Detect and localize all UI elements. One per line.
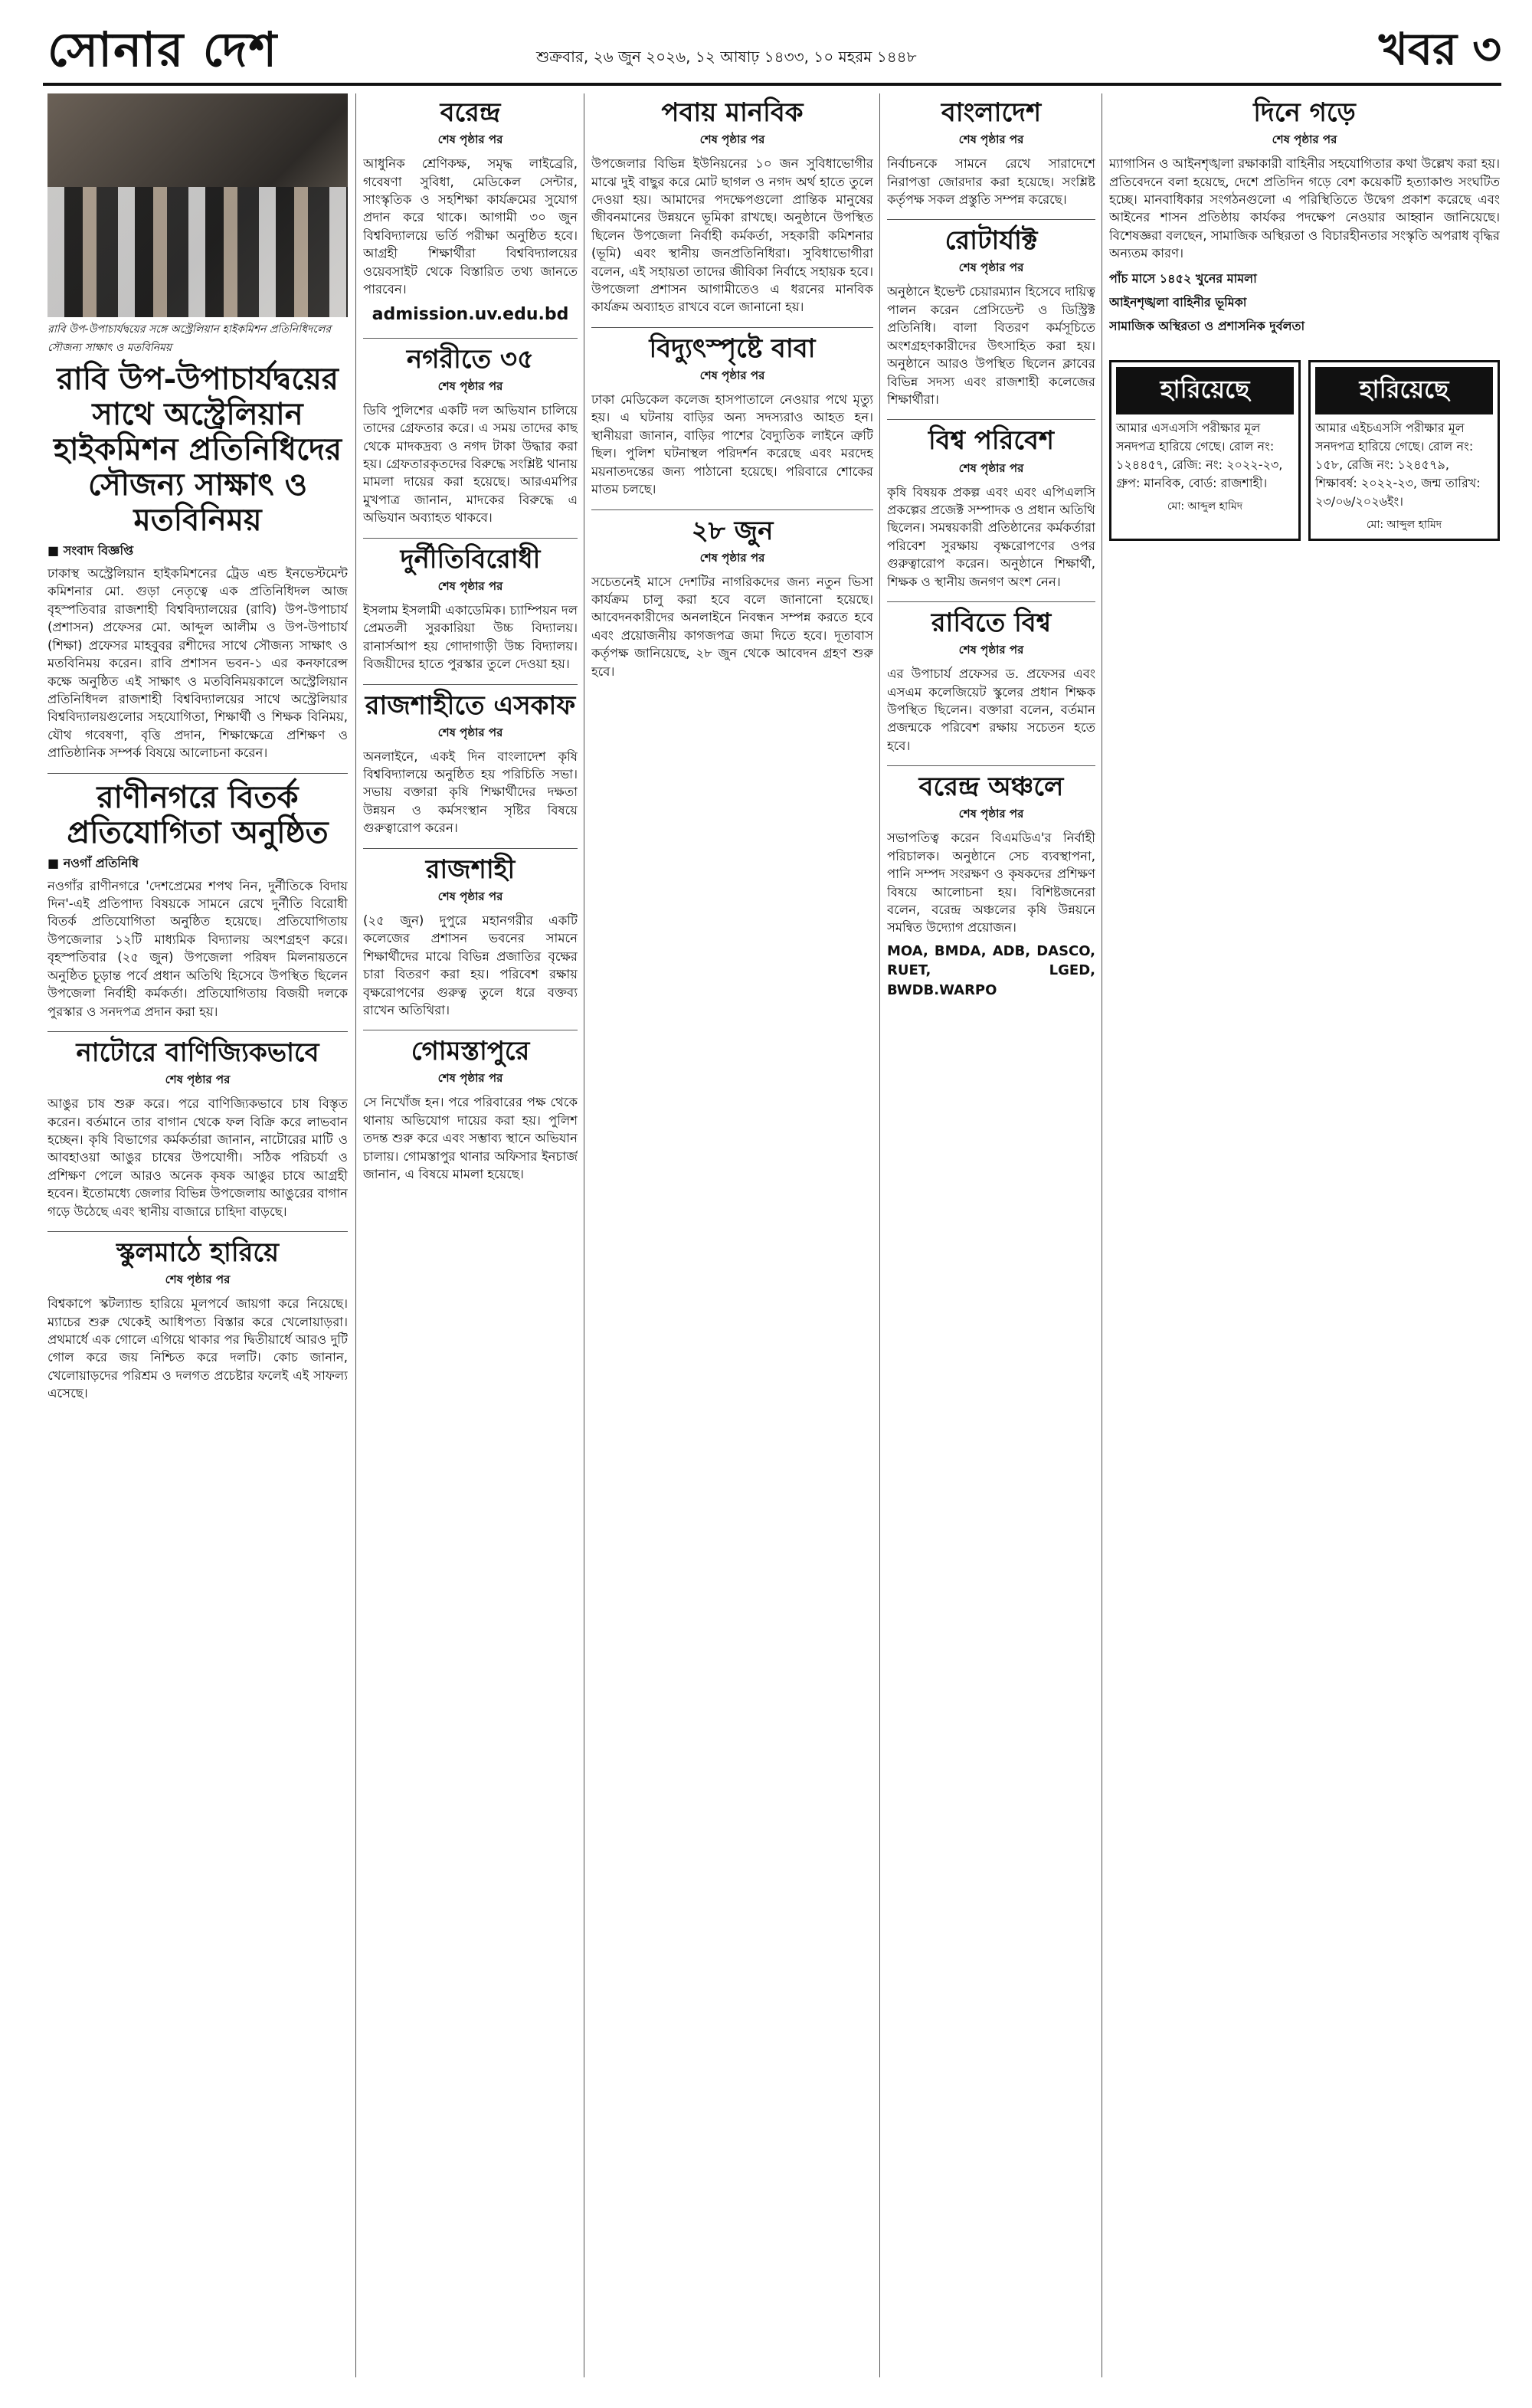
continued-label: শেষ পৃষ্ঠার পর — [699, 550, 765, 565]
continued-label: শেষ পৃষ্ঠার পর — [958, 260, 1024, 275]
continued-label: শেষ পৃষ্ঠার পর — [437, 378, 503, 393]
article — [363, 1037, 578, 1183]
notice-title: হারিয়েছে — [1315, 367, 1493, 414]
continued-label: শেষ পৃষ্ঠার পর — [699, 368, 765, 382]
article-body: বিশ্বকাপে স্কটল্যান্ড হারিয়ে মূলপর্বে জায়গা করে নিয়েছে। ম্যাচের শুরু থেকেই আধিপত্য বিস্তার করে খেলোয়াড়রা। প্রথমার্ধে এক গোলে এগিয়ে থাকার পর দ্বিতীয়ার্ধে আরও দুটি গোল করে জয় নিশ্চিত করে দলটি। কোচ জানান, খেলোয়াড়দের পরিশ্রম ও দলগত প্রচেষ্টার ফলেই এই সাফল্য এসেছে। — [47, 1296, 348, 1401]
continued-label: শেষ পৃষ্ঠার পর — [437, 725, 503, 739]
continued-label: শেষ পৃষ্ঠার পর — [958, 460, 1024, 475]
article — [47, 362, 348, 762]
article — [591, 334, 873, 499]
article-headline: বরেন্দ্র — [440, 97, 501, 128]
continued-label: শেষ পৃষ্ঠার পর — [437, 1071, 503, 1086]
article — [887, 226, 1095, 408]
article — [887, 98, 1095, 208]
article — [887, 608, 1095, 755]
article-body: সভাপতিত্ব করেন বিএমডিএ'র নির্বাহী পরিচালক। অনুষ্ঠানে সেচ ব্যবস্থাপনা, পানি সম্পদ সংরক্ষণ ও কৃষকদের প্রশিক্ষণ বিষয়ে আলোচনা হয়। বিশিষ্টজনেরা বলেন, বরেন্দ্র অঞ্চলের কৃষি উন্নয়নে সমন্বিত উদ্যোগ প্রয়োজন। — [887, 831, 1095, 935]
article-body: ইসলাম ইসলামী একাডেমিক। চ্যাম্পিয়ন দল প্রেমতলী সুরকারিয়া উচ্চ বিদ্যালয়। রানার্সআপ হয় গোদাগাড়ী উচ্চ বিদ্যালয়। বিজয়ীদের হাতে পুরস্কার তুলে দেওয়া হয়। — [363, 602, 578, 672]
admission-link[interactable]: admission.uv.edu.bd — [372, 305, 569, 325]
article-body: কৃষি বিষয়ক প্রকল্প এবং এবং এপিএলসি প্রকল্পের প্রজেক্ট সম্পাদক ও প্রধান অতিথি ছিলেন। সমন্বয়কারী প্রতিষ্ঠানের কর্মকর্তারা পরিবেশ সুরক্ষায় বৃক্ষরোপণের ওপর গুরুত্বারোপ করেন। অনুষ্ঠানে শিক্ষার্থী, শিক্ষক ও স্থানীয় জনগণ অংশ নেন। — [887, 484, 1095, 589]
article-body: (২৫ জুন) দুপুরে মহানগরীর একটি কলেজের প্রশাসন ভবনের সামনে শিক্ষার্থীদের মাঝে বিভিন্ন প্রজাতির বৃক্ষের চারা বিতরণ করা হয়। পরিবেশ রক্ষায় বৃক্ষরোপণের গুরুত্ব তুলে ধরে বক্তব্য রাখেন অতিথিরা। — [363, 912, 578, 1017]
article-body: অনুষ্ঠানে ইভেন্ট চেয়ারম্যান হিসেবে দায়িত্ব পালন করেন প্রেসিডেন্ট ও ডিস্ট্রিক্ট প্রতিনিধি। বালা বিতরণ কর্মসূচিতে অংশগ্রহণকারীদের উৎসাহিত করা হয়। অনুষ্ঠানে আরও উপস্থিত ছিলেন ক্লাবের বিভিন্ন সদস্য এবং রাজশাহী কলেজের শিক্ষার্থীরা। — [887, 284, 1095, 407]
article — [47, 1238, 348, 1403]
article-headline: ২৮ জুন — [691, 515, 774, 546]
article-headline: বরেন্দ্র অঞ্চলে — [918, 772, 1064, 803]
notice-signature: মো: আব্দুল হামিদ — [1167, 500, 1243, 513]
article-headline: পবায় মানবিক — [661, 97, 804, 128]
article-body: উপজেলার বিভিন্ন ইউনিয়নের ১০ জন সুবিধাভোগীর মাঝে দুই বাছুর করে মোট ছাগল ও নগদ অর্থ হাতে তুলে দেওয়া হয়। আমাদের পদক্ষেপগুলো প্রান্তিক মানুষের জীবনমানের উন্নয়নে ভূমিকা রাখছে। অনুষ্ঠানে উপস্থিত ছিলেন উপজেলা নির্বাহী কর্মকর্তা, সহকারী কমিশনার (ভূমি) এবং স্থানীয় জনপ্রতিনিধিরা। সুবিধাভোগীরা বলেন, এই সহায়তা তাদের জীবিকা নির্বাহে সহায়ক হবে। উপজেলা প্রশাসন আগামীতেও এ ধরনের মানবিক কার্যক্রম অব্যাহত রাখবে বলে জানানো হয়। — [591, 156, 873, 315]
article-headline: নগরীতে ৩৫ — [406, 343, 535, 375]
continued-label: শেষ পৃষ্ঠার পর — [958, 133, 1024, 147]
article-headline: রাবিতে বিশ্ব — [931, 608, 1052, 639]
article-body: সে নিখোঁজ হন। পরে পরিবারের পক্ষ থেকে থানায় অভিযোগ দায়ের করা হয়। পুলিশ তদন্ত শুরু করে এবং সম্ভাব্য স্থানে অভিযান চালায়। গোমস্তাপুর থানার অফিসার ইনচার্জ জানান, এ বিষয়ে মামলা হয়েছে। — [363, 1095, 578, 1182]
page-section-title: খবর ৩ — [1378, 23, 1501, 75]
photo-caption: রাবি উপ-উপাচার্যদ্বয়ের সঙ্গে অস্ট্রেলিয়ান হাইকমিশন প্রতিনিধিদলের সৌজন্য সাক্ষাৎ ও মতবিনিময় — [47, 323, 332, 354]
lost-notice — [1109, 360, 1301, 541]
news-photo — [47, 93, 348, 317]
article-headline: বিশ্ব পরিবেশ — [928, 425, 1055, 457]
article — [591, 516, 873, 681]
continued-label: শেষ পৃষ্ঠার পর — [437, 133, 503, 147]
article-byline: ■ নওগাঁ প্রতিনিধি — [47, 855, 139, 870]
article — [887, 772, 1095, 1000]
article-headline: রাবি উপ-উপাচার্যদ্বয়ের সাথে অস্ট্রেলিয়ান হাইকমিশন প্রতিনিধিদের সৌজন্য সাক্ষাৎ ও মতবিনিময় — [53, 361, 342, 538]
article — [1109, 98, 1500, 337]
article — [591, 98, 873, 316]
masthead-rule — [43, 83, 1501, 86]
lost-notice — [1308, 360, 1500, 541]
dateline: শুক্রবার, ২৬ জুন ২০২৬, ১২ আষাঢ় ১৪৩৩, ১০ মহরম ১৪৪৮ — [536, 48, 917, 66]
classified-notices — [1109, 352, 1500, 541]
continued-label: শেষ পৃষ্ঠার পর — [165, 1273, 231, 1287]
column-4 — [887, 93, 1095, 2377]
masthead — [0, 0, 1532, 90]
article — [887, 426, 1095, 591]
subheading: পাঁচ মাসে ১৪৫২ খুনের মামলা — [1109, 270, 1257, 286]
continued-label: শেষ পৃষ্ঠার পর — [958, 807, 1024, 821]
article-headline: দুর্নীতিবিরোধী — [400, 543, 541, 575]
article-body: এর উপাচার্য প্রফেসর ড. প্রফেসর এবং এসএম কলেজিয়েট স্কুলের প্রধান শিক্ষক উপস্থিত ছিলেন। বক্তারা বলেন, বর্তমান প্রজন্মকে পরিবেশ রক্ষায় সচেতন হতে হবে। — [887, 667, 1095, 753]
article-body: ম্যাগাসিন ও আইনশৃঙ্খলা রক্ষাকারী বাহিনীর সহযোগিতার কথা উল্লেখ করা হয়। প্রতিবেদনে বলা হয়েছে, দেশে প্রতিদিন গড়ে বেশ কয়েকটি হত্যাকাণ্ড সংঘটিত হচ্ছে। মানবাধিকার সংগঠনগুলো এ পরিস্থিতিতে উদ্বেগ প্রকাশ করেছে এবং আইনের শাসন প্রতিষ্ঠায় কার্যকর পদক্ষেপ নেওয়ার আহ্বান জানিয়েছে। বিশেষজ্ঞরা বলছেন, সামাজিক অস্থিরতা ও বিচারহীনতার সংস্কৃতি অপরাধ বৃদ্ধির অন্যতম কারণ। — [1109, 156, 1500, 261]
article-body: আধুনিক শ্রেণিকক্ষ, সমৃদ্ধ লাইব্রেরি, গবেষণা সুবিধা, মেডিকেল সেন্টার, সাংস্কৃতিক ও সহশিক্ষা কার্যক্রমের সুযোগ প্রদান করে থাকে। আগামী ৩০ জুন বিশ্ববিদ্যালয়ে ভর্তি পরীক্ষা অনুষ্ঠিত হবে। আগ্রহী শিক্ষার্থীরা বিশ্ববিদ্যালয়ের ওয়েবসাইট থেকে বিস্তারিত তথ্য জানতে পারবেন। — [363, 156, 578, 297]
column-5 — [1109, 93, 1500, 2377]
article-headline: রাজশাহীতে এসকাফ — [365, 690, 576, 721]
continued-label: শেষ পৃষ্ঠার পর — [165, 1073, 231, 1087]
continued-label: শেষ পৃষ্ঠার পর — [437, 889, 503, 903]
article-body: ঢাকাস্থ অস্ট্রেলিয়ান হাইকমিশনের ট্রেড এন্ড ইনভেস্টমেন্ট কমিশনার মো. গুড়া নেতৃত্বে এক প্রতিনিধিদল আজ বৃহস্পতিবার রাজশাহী বিশ্ববিদ্যালয়ের (রাবি) উপ-উপাচার্য (প্রশাসন) প্রফেসর মো. আব্দুল আলীম ও উপ-উপাচার্য (শিক্ষা) প্রফেসর মাহবুবর রশীদের সাথে সৌজন্য সাক্ষাৎ ও মতবিনিময় করেন। রাবি প্রশাসন ভবন-১ এর কনফারেন্স কক্ষে অনুষ্ঠিত এই সাক্ষাৎ ও মতবিনিময়কালে অস্ট্রেলিয়ান প্রতিনিধিদল রাজশাহী বিশ্ববিদ্যালয়ের সাথে অস্ট্রেলিয়ার বিশ্ববিদ্যালয়গুলোর সহযোগিতা, শিক্ষার্থী ও শিক্ষক বিনিময়, যৌথ গবেষণা, বৃত্তি প্রদান, শিক্ষাক্ষেত্রে প্রশিক্ষণ ও প্রাতিষ্ঠানিক সম্পর্ক বিষয়ে আলোচনা করেন। — [47, 566, 348, 761]
article — [47, 1038, 348, 1220]
article-body: নির্বাচনকে সামনে রেখে সারাদেশে নিরাপত্তা জোরদার করা হয়েছে। সংশ্লিষ্ট কর্তৃপক্ষ সকল প্রস্তুতি সম্পন্ন করেছে। — [887, 156, 1095, 207]
article-body: সচেতনেই মাসে দেশটির নাগরিকদের জন্য নতুন ভিসা কার্যক্রম চালু করা হবে বলে জানানো হয়েছে। আবেদনকারীদের অনলাইনে নিবন্ধন সম্পন্ন করতে হবে এবং প্রয়োজনীয় কাগজপত্র জমা দিতে হবে। দূতাবাস কর্তৃপক্ষ জানিয়েছে, ২৮ জুন থেকে আবেদন গ্রহণ শুরু হবে। — [591, 574, 873, 679]
article-headline: রোটার্যাক্ট — [944, 225, 1038, 257]
article-headline: গোমস্তাপুরে — [411, 1036, 530, 1067]
column-2 — [363, 93, 578, 2377]
continued-label: শেষ পৃষ্ঠার পর — [958, 643, 1024, 657]
article-body: আঙুর চাষ শুরু করে। পরে বাণিজ্যিকভাবে চাষ বিস্তৃত করেন। বর্তমানে তার বাগান থেকে ফল বিক্রি করে লাভবান হচ্ছেন। কৃষি বিভাগের কর্মকর্তারা জানান, নাটোরের মাটি ও আবহাওয়া আঙুর চাষের উপযোগী। সঠিক পরিচর্যা ও প্রশিক্ষণ পেলে আরও অনেক কৃষক আঙুর চাষে আগ্রহী হবেন। ইতোমধ্যে জেলার বিভিন্ন উপজেলায় আঙুরের বাগান গড়ে উঠেছে এবং স্থানীয় বাজারে চাহিদা বাড়ছে। — [47, 1096, 348, 1219]
article-headline: স্কুলমাঠে হারিয়ে — [116, 1237, 280, 1269]
notice-body: আমার এইচএসসি পরীক্ষার মূল সনদপত্র হারিয়ে গেছে। রোল নং: ১৫৮, রেজি নং: ১২৪৫৭৯, শিক্ষাবর্ষ: ২০২২-২৩, জন্ম তারিখ: ২৩/০৬/২০২৬ইং। — [1315, 420, 1481, 509]
notice-body: আমার এসএসসি পরীক্ষার মূল সনদপত্র হারিয়ে গেছে। রোল নং: ১২৪৪৫৭, রেজি: নং: ২০২২-২৩, গ্রুপ: মানবিক, বোর্ড: রাজশাহী। — [1116, 420, 1283, 490]
article-headline: বিদ্যুৎস্পৃষ্টে বাবা — [649, 333, 816, 364]
article — [47, 780, 348, 1021]
article-headline: দিনে গড়ে — [1253, 97, 1356, 128]
article — [363, 98, 578, 327]
continued-label: শেষ পৃষ্ঠার পর — [1272, 133, 1337, 147]
organization-list: MOA, BMDA, ADB, DASCO, RUET, LGED, BWDB.WARPO — [887, 942, 1095, 998]
article-byline: ■ সংবাদ বিজ্ঞপ্তি — [47, 543, 134, 558]
article-headline: রাণীনগরে বিতর্ক প্রতিযোগিতা অনুষ্ঠিত — [67, 778, 329, 850]
column-divider — [879, 93, 880, 2377]
subheading: সামাজিক অস্থিরতা ও প্রশাসনিক দুর্বলতা — [1109, 318, 1305, 333]
article-body: ডিবি পুলিশের একটি দল অভিযান চালিয়ে তাদের গ্রেফতার করে। এ সময় তাদের কাছ থেকে মাদকদ্রব্য ও নগদ টাকা উদ্ধার করা হয়। গ্রেফতারকৃতদের বিরুদ্ধে সংশ্লিষ্ট থানায় মামলা দায়ের করা হয়েছে। আরএমপির মুখপাত্র জানান, মাদকের বিরুদ্ধে এ অভিযান অব্যাহত থাকবে। — [363, 402, 578, 526]
column-3 — [591, 93, 873, 2377]
subheading: আইনশৃঙ্খলা বাহিনীর ভূমিকা — [1109, 294, 1247, 310]
article — [363, 545, 578, 673]
article — [363, 345, 578, 527]
article — [363, 855, 578, 1020]
article-body: অনলাইনে, একই দিন বাংলাদেশ কৃষি বিশ্ববিদ্যালয়ে অনুষ্ঠিত হয় পরিচিতি সভা। সভায় বক্তারা কৃষি শিক্ষার্থীদের দক্ষতা উন্নয়ন ও কর্মসংস্থান সৃষ্টির বিষয়ে গুরুত্বারোপ করেন। — [363, 749, 578, 836]
continued-label: শেষ পৃষ্ঠার পর — [437, 578, 503, 593]
notice-title: হারিয়েছে — [1116, 367, 1294, 414]
column-divider — [355, 93, 356, 2377]
article-body: ঢাকা মেডিকেল কলেজ হাসপাতালে নেওয়ার পথে মৃত্যু হয়। এ ঘটনায় বাড়ির অন্য সদস্যরাও আহত হন। স্থানীয়রা জানান, বাড়ির পাশের বৈদ্যুতিক লাইনে ত্রুটি ছিল। পুলিশ ঘটনাস্থল পরিদর্শন করেছে এবং মরদেহ ময়নাতদন্তের জন্য পাঠানো হয়েছে। পরিবারে শোকের মাতম চলছে। — [591, 392, 873, 497]
continued-label: শেষ পৃষ্ঠার পর — [699, 133, 765, 147]
article-body: নওগাঁর রাণীনগরে 'দেশপ্রেমের শপথ নিন, দুর্নীতিকে বিদায় দিন'-এই প্রতিপাদ্য বিষয়কে সামনে রেখে দুর্নীতি বিরোধী বিতর্ক প্রতিযোগিতা অনুষ্ঠিত হয়েছে। প্রতিযোগিতায় উপজেলার ১২টি মাধ্যমিক বিদ্যালয় অংশগ্রহণ করে। বৃহস্পতিবার (২৫ জুন) উপজেলা পরিষদ মিলনায়তনে অনুষ্ঠিত চূড়ান্ত পর্বে প্রধান অতিথি হিসেবে উপস্থিত ছিলেন উপজেলা নির্বাহী কর্মকর্তা। প্রতিযোগিতায় বিজয়ী দলকে পুরস্কার ও সনদপত্র প্রদান করা হয়। — [47, 878, 348, 1019]
newspaper-logo: সোনার দেশ — [47, 21, 279, 77]
article-headline: নাটোরে বাণিজ্যিকভাবে — [76, 1037, 319, 1069]
article-headline: রাজশাহী — [425, 853, 516, 885]
notice-signature: মো: আব্দুল হামিদ — [1366, 518, 1442, 531]
article-headline: বাংলাদেশ — [941, 97, 1042, 128]
column-1 — [47, 93, 348, 2377]
article — [363, 691, 578, 837]
